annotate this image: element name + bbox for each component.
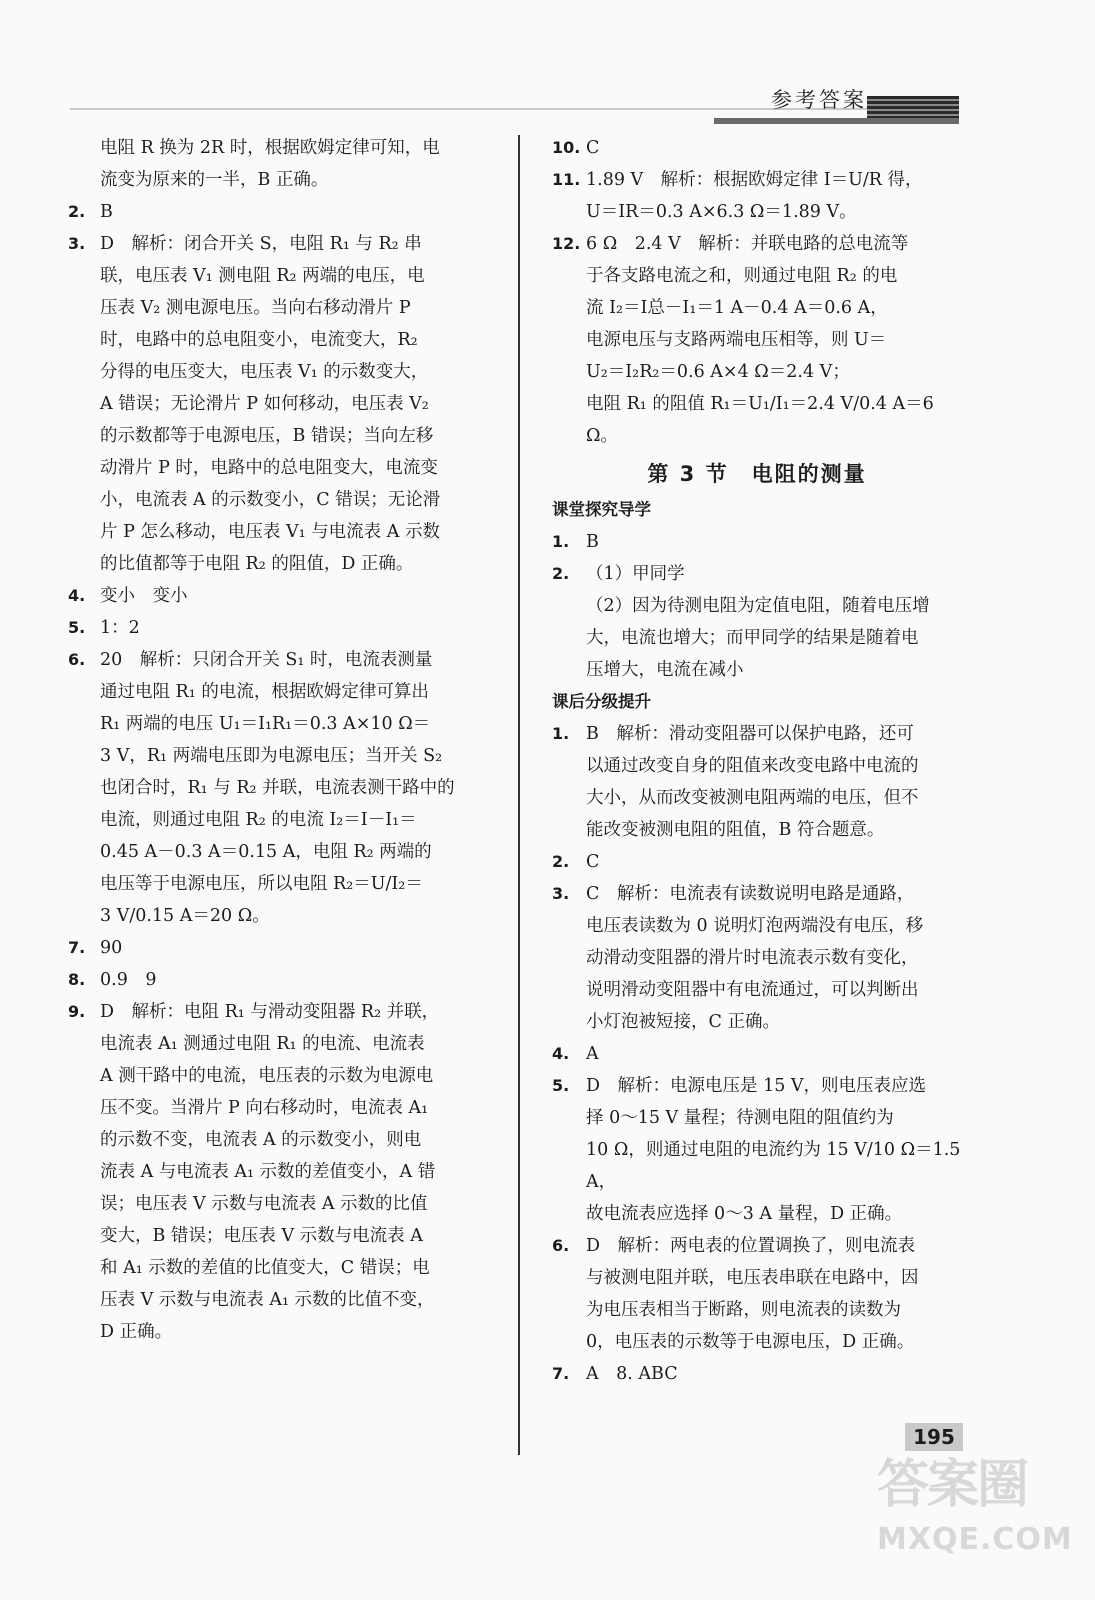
answer-line: 以通过改变自身的阻值来改变电路中电流的 — [586, 756, 919, 776]
answer-body — [100, 932, 500, 964]
answer-line: 1.89 V 解析：根据欧姆定律 I＝U/R 得， — [586, 170, 923, 190]
answer-line: 择 0～15 V 量程；待测电阻的阻值约为 — [586, 1108, 894, 1128]
answer-body — [100, 996, 500, 1348]
answer-number: 2. — [68, 202, 86, 221]
answer-line: 时，电路中的总电阻变小，电流变大，R₂ — [100, 330, 418, 350]
answer-line: C — [586, 138, 600, 158]
answer-number: 5. — [68, 618, 86, 637]
answer-body — [100, 644, 500, 932]
answer-item — [552, 718, 962, 846]
answer-line: U₂＝I₂R₂＝0.6 A×4 Ω＝2.4 V； — [586, 362, 850, 382]
answer-number: 4. — [68, 586, 86, 605]
answer-line: 为电压表相当于断路，则电流表的读数为 — [586, 1300, 901, 1320]
answer-line: B 解析：滑动变阻器可以保护电路，还可 — [586, 724, 914, 744]
answer-line: A 测干路中的电流，电压表的示数为电源电 — [100, 1066, 434, 1086]
answer-body — [586, 1038, 962, 1070]
answer-line: 的示数都等于电源电压，B 错误；当向左移 — [100, 426, 434, 446]
answer-line: 小，电流表 A 的示数变小，C 错误；无论滑 — [100, 490, 441, 510]
answer-line: 压表 V 示数与电流表 A₁ 示数的比值不变， — [100, 1290, 435, 1310]
answer-number: 1. — [552, 532, 570, 551]
header-decoration-underline — [714, 118, 959, 124]
answer-line: 10 Ω，则通过电阻的电流约为 15 V/10 Ω＝1.5 A， — [586, 1140, 961, 1192]
answer-line: 联，电压表 V₁ 测电阻 R₂ 两端的电压，电 — [100, 266, 425, 286]
answer-item — [552, 558, 962, 590]
answer-item — [552, 878, 962, 1038]
answer-line: 也闭合时，R₁ 与 R₂ 并联，电流表测干路中的 — [100, 778, 455, 798]
answer-line: 3 V/0.15 A＝20 Ω。 — [100, 906, 270, 926]
answer-number: 2. — [552, 852, 570, 871]
answer-item — [552, 846, 962, 878]
answer-line: B — [586, 532, 599, 552]
answer-line: A 8. ABC — [586, 1364, 678, 1384]
answer-number: 11. — [552, 170, 581, 189]
answer-line: C 解析：电流表有读数说明电路是通路， — [586, 884, 915, 904]
answer-number: 9. — [68, 1002, 86, 1021]
answer-line: 流 I₂＝I总－I₁＝1 A－0.4 A＝0.6 A， — [586, 298, 888, 318]
answer-item — [68, 196, 500, 228]
answer-line: 流表 A 与电流表 A₁ 示数的差值变小，A 错 — [100, 1162, 436, 1182]
answer-line: A — [586, 1044, 599, 1064]
answer-number: 6. — [552, 1236, 570, 1255]
answer-line: 1：2 — [100, 618, 140, 638]
answer-line: 动滑片 P 时，电路中的总电阻变大，电流变 — [100, 458, 438, 478]
answer-line: 与被测电阻并联，电压表串联在电路中，因 — [586, 1268, 919, 1288]
answer-line: A 错误；无论滑片 P 如何移动，电压表 V₂ — [100, 394, 429, 414]
answer-body — [586, 1358, 962, 1390]
answer-line: 0.9 9 — [100, 970, 157, 990]
answer-line: D 解析：两电表的位置调换了，则电流表 — [586, 1236, 916, 1256]
answer-body — [586, 164, 962, 228]
watermark-top: 答案圈 — [877, 1455, 1028, 1515]
answer-line: 压表 V₂ 测电源电压。当向右移动滑片 P — [100, 298, 411, 318]
column-divider — [518, 135, 520, 1455]
answer-line: R₁ 两端的电压 U₁＝I₁R₁＝0.3 A×10 Ω＝ — [100, 714, 431, 734]
answer-line: 误；电压表 V 示数与电流表 A 示数的比值 — [100, 1194, 428, 1214]
answer-number: 7. — [68, 938, 86, 957]
answer-item — [552, 1230, 962, 1358]
answer-line: 电流，则通过电阻 R₂ 的电流 I₂＝I－I₁＝ — [100, 810, 417, 830]
answer-item — [552, 228, 962, 452]
answer-line: 压增大，电流在减小 — [586, 660, 744, 680]
answer-body — [586, 1230, 962, 1358]
header-decoration-bar — [867, 96, 959, 118]
answer-line: 说明滑动变阻器中有电流通过，可以判断出 — [586, 980, 919, 1000]
answer-body — [586, 132, 962, 164]
answer-item — [68, 932, 500, 964]
answer-number: 7. — [552, 1364, 570, 1383]
answer-item — [552, 164, 962, 228]
answer-line: D 解析：电源电压是 15 V，则电压表应选 — [586, 1076, 927, 1096]
right-column — [552, 132, 962, 1390]
answer-line: 大，电流也增大；而甲同学的结果是随着电 — [586, 628, 919, 648]
answer-number: 3. — [68, 234, 86, 253]
answer-item — [68, 996, 500, 1348]
answer-body — [586, 558, 962, 590]
answer-item — [552, 1038, 962, 1070]
answer-number: 1. — [552, 724, 570, 743]
answer-line: 0，电压表的示数等于电源电压，D 正确。 — [586, 1332, 915, 1352]
continuation-line: 流变为原来的一半，B 正确。 — [100, 170, 329, 190]
answer-line: 90 — [100, 938, 123, 958]
section-title: 第 3 节 电阻的测量 — [647, 462, 867, 486]
answer-line: 电流表 A₁ 测通过电阻 R₁ 的电流、电流表 — [100, 1034, 425, 1054]
answer-number: 10. — [552, 138, 581, 157]
answer-number: 4. — [552, 1044, 570, 1063]
answer-line: 和 A₁ 示数的差值的比值变大，C 错误；电 — [100, 1258, 430, 1278]
answer-body — [586, 526, 962, 558]
continuation-line: 电阻 R 换为 2R 时，根据欧姆定律可知，电 — [100, 138, 440, 158]
answer-line: （1）甲同学 — [586, 564, 685, 584]
answer-line: 变大，B 错误；电压表 V 示数与电流表 A — [100, 1226, 423, 1246]
answer-item — [552, 1358, 962, 1390]
page-number: 195 — [905, 1423, 963, 1451]
answer-number: 3. — [552, 884, 570, 903]
answer-number: 2. — [552, 564, 570, 583]
answer-line: 压不变。当滑片 P 向右移动时，电流表 A₁ — [100, 1098, 429, 1118]
answer-line: 的示数不变，电流表 A 的示数变小，则电 — [100, 1130, 422, 1150]
answer-number: 5. — [552, 1076, 570, 1095]
answer-line: 变小 变小 — [100, 586, 188, 606]
answer-line: 于各支路电流之和，则通过电阻 R₂ 的电 — [586, 266, 898, 286]
answer-line: B — [100, 202, 113, 222]
answer-body — [100, 580, 500, 612]
answer-line: 能改变被测电阻的阻值，B 符合题意。 — [586, 820, 885, 840]
header-rule — [70, 108, 870, 110]
answer-line: D 解析：电阻 R₁ 与滑动变阻器 R₂ 并联， — [100, 1002, 440, 1022]
answer-number: 8. — [68, 970, 86, 989]
answer-line: D 解析：闭合开关 S，电阻 R₁ 与 R₂ 串 — [100, 234, 422, 254]
answer-item — [552, 526, 962, 558]
answer-item — [68, 612, 500, 644]
answer-line: 电阻 R₁ 的阻值 R₁＝U₁/I₁＝2.4 V/0.4 A＝6 Ω。 — [586, 394, 934, 446]
page-header — [0, 0, 1095, 130]
answer-line: 故电流表应选择 0～3 A 量程，D 正确。 — [586, 1204, 903, 1224]
answer-body — [586, 228, 962, 452]
answer-line: 大小，从而改变被测电阻两端的电压，但不 — [586, 788, 919, 808]
answer-line: 的比值都等于电阻 R₂ 的阻值，D 正确。 — [100, 554, 414, 574]
header-title: 参考答案 — [771, 88, 867, 112]
answer-item — [552, 1070, 962, 1230]
left-column — [68, 132, 500, 1348]
answer-line: 片 P 怎么移动，电压表 V₁ 与电流表 A 示数 — [100, 522, 440, 542]
answer-body — [586, 1070, 962, 1230]
answer-line: U＝IR＝0.3 A×6.3 Ω＝1.89 V。 — [586, 202, 857, 222]
answer-line: 通过电阻 R₁ 的电流，根据欧姆定律可算出 — [100, 682, 429, 702]
answer-line: 20 解析：只闭合开关 S₁ 时，电流表测量 — [100, 650, 433, 670]
answer-line: 3 V，R₁ 两端电压即为电源电压；当开关 S₂ — [100, 746, 443, 766]
answer-line: 小灯泡被短接，C 正确。 — [586, 1012, 780, 1032]
answer-number: 6. — [68, 650, 86, 669]
answer-line: 0.45 A－0.3 A＝0.15 A，电阻 R₂ 两端的 — [100, 842, 432, 862]
answer-line: C — [586, 852, 600, 872]
answer-line: 6 Ω 2.4 V 解析：并联电路的总电流等 — [586, 234, 909, 254]
answer-body — [100, 228, 500, 580]
answer-line: D 正确。 — [100, 1322, 173, 1342]
answer-number: 12. — [552, 234, 581, 253]
answer-item — [68, 228, 500, 580]
answer-line: 动滑动变阻器的滑片时电流表示数有变化， — [586, 948, 919, 968]
answer-body — [100, 612, 500, 644]
answer-item — [68, 964, 500, 996]
answer-body — [586, 878, 962, 1038]
answer-body — [100, 196, 500, 228]
answer-line: 分得的电压变大，电压表 V₁ 的示数变大， — [100, 362, 429, 382]
answer-body — [100, 964, 500, 996]
answer-body — [586, 846, 962, 878]
answer-body — [586, 718, 962, 846]
watermark-logo — [877, 1450, 1073, 1590]
answer-item — [68, 644, 500, 932]
subheading-after-class: 课后分级提升 — [552, 692, 651, 711]
watermark-bottom: MXQE.COM — [877, 1522, 1073, 1557]
answer-item — [552, 132, 962, 164]
subheading-classroom: 课堂探究导学 — [552, 500, 651, 519]
answer-line: 电源电压与支路两端电压相等，则 U＝ — [586, 330, 887, 350]
answer-line: 电压等于电源电压，所以电阻 R₂＝U/I₂＝ — [100, 874, 423, 894]
answer-line: 电压表读数为 0 说明灯泡两端没有电压，移 — [586, 916, 924, 936]
answer-item — [68, 580, 500, 612]
answer-line: （2）因为待测电阻为定值电阻，随着电压增 — [586, 596, 930, 616]
